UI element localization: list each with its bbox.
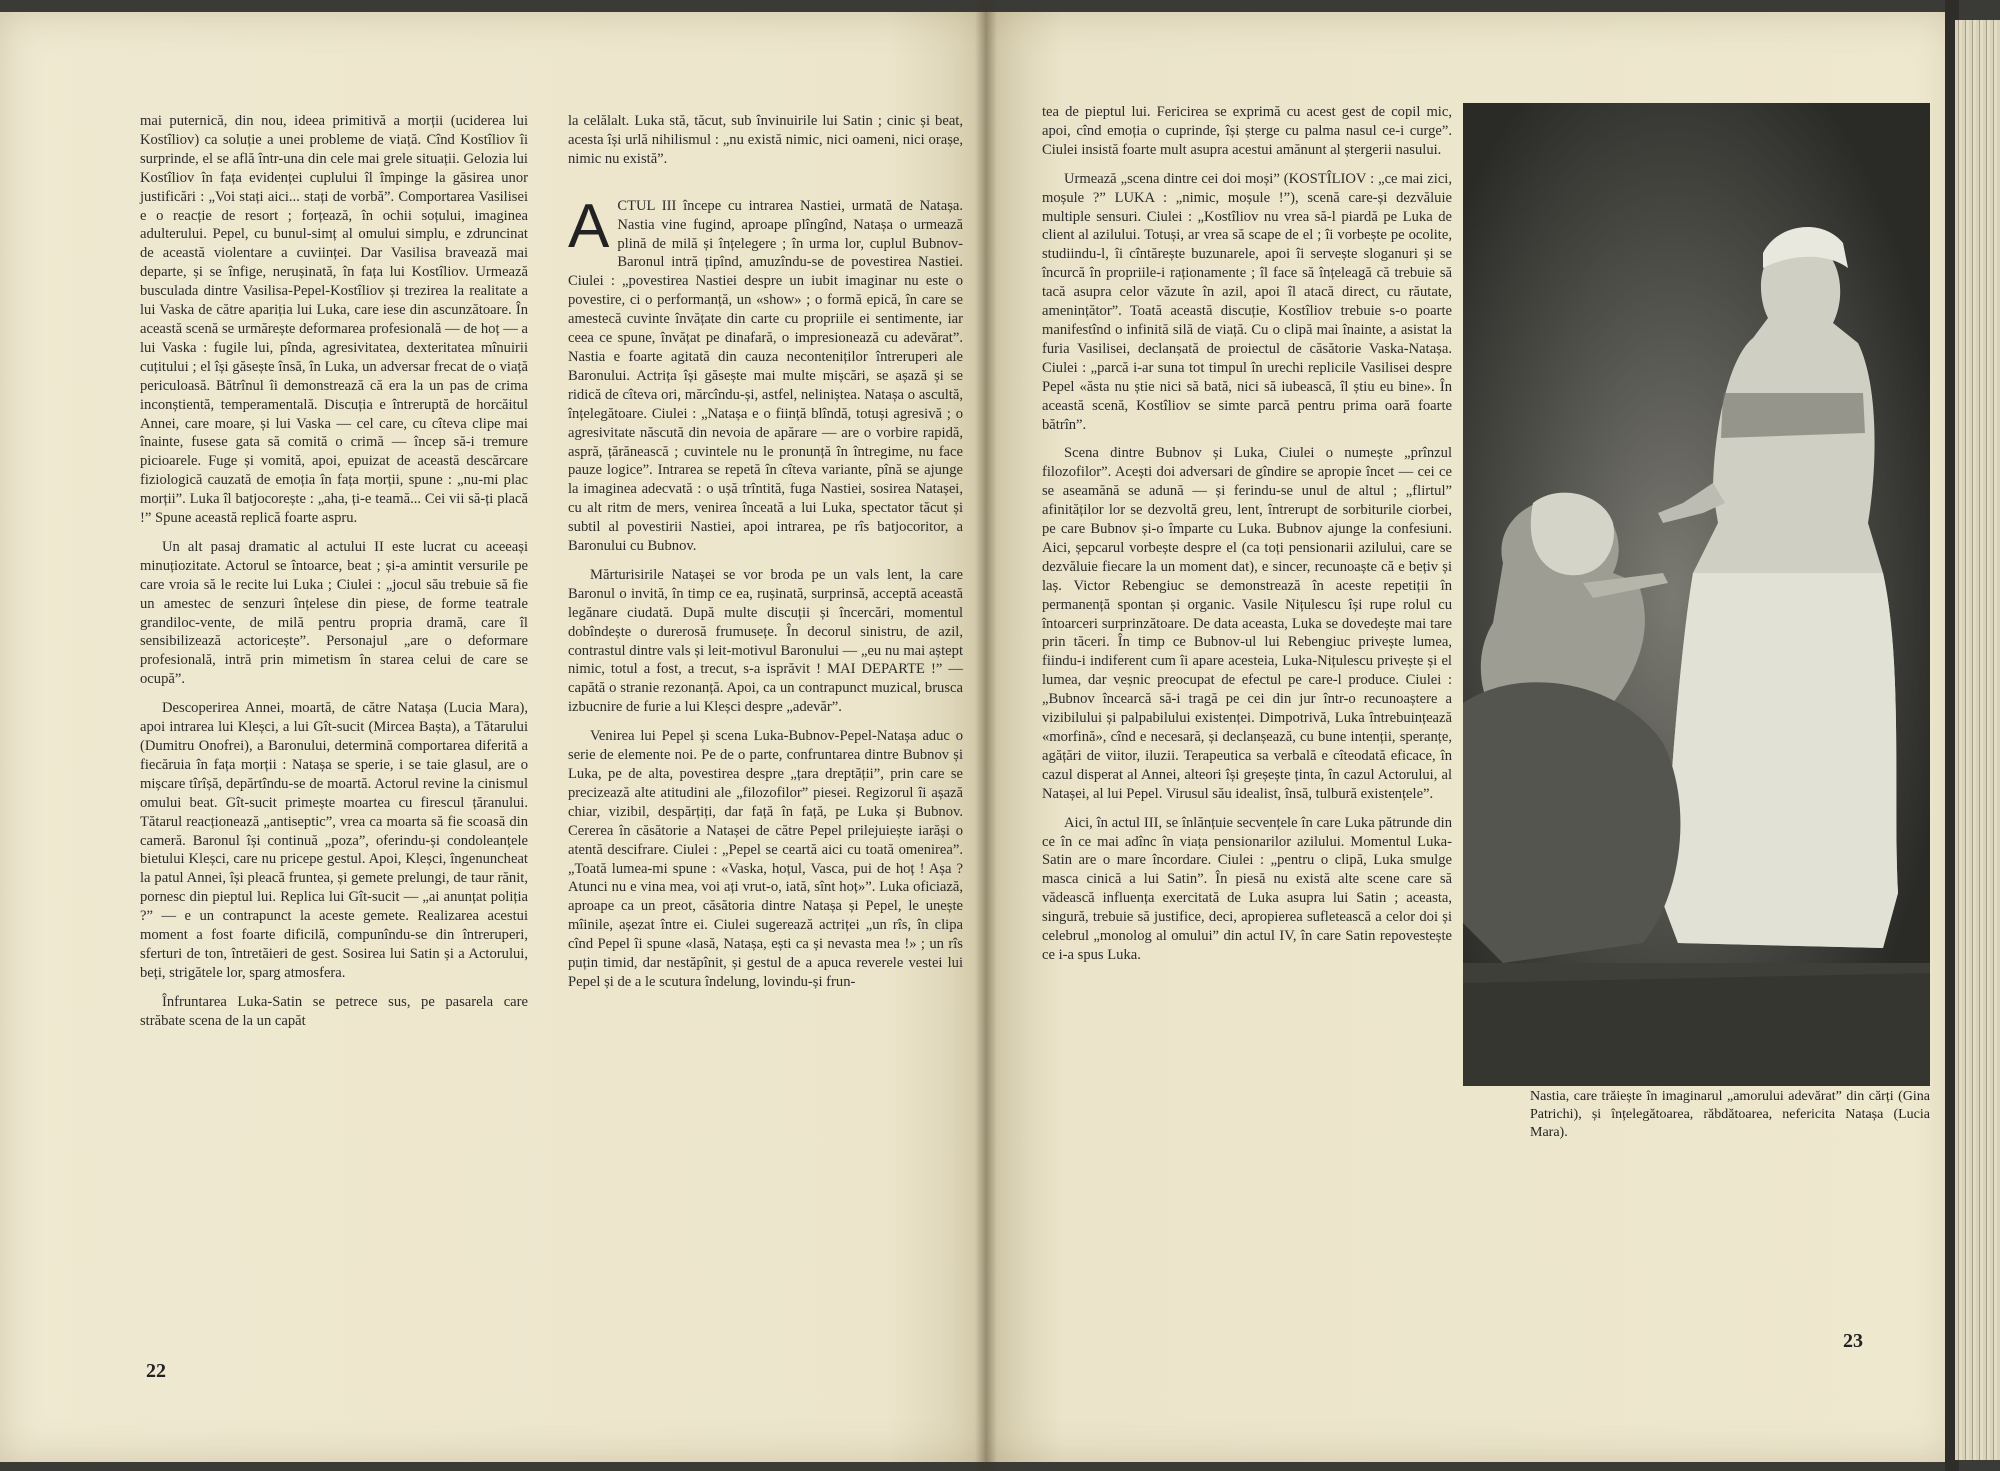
right-column	[1042, 103, 1452, 975]
paragraph: Înfruntarea Luka-Satin se petrece sus, pe pasarela care străbate scena de la un capăt	[140, 993, 528, 1029]
paragraph: Descoperirea Annei, moartă, de către Natașa (Lucia Mara), apoi intrarea lui Kleșci, a lui Gît-sucit (Mircea Bașta), a Tătarului (Dumitru Onofrei), a Baronului, determină comportarea diferită a fiecăruia în fața morții : Natașa se sperie, i se taie glasul, are o mișcare tîrîșă, depărtîndu-se de moartă. Actorul revine la cinismul omului beat. Gît-sucit primește moartea cu firescul țăranului. Tătarul reacționează „antiseptic”, vrea ca moarta să fie scoasă din cameră. Baronul își continuă „poza”, oferindu-și condoleanțele bietului Kleșci, care nu pricepe gestul. Apoi, Kleșci, îngenuncheat la patul Annei, își pleacă fruntea, și gemete prelungi, de taur rănit, pornesc din pieptul lui. Replica lui Gît-sucit — „ai anunțat poliția ?” — e un contrapunct la aceste gemete. Realizarea acestui moment a fost foarte dificilă, compunîndu-se din întreruperi, sferturi de ton, întretăieri de gest. Sosirea lui Satin și a Actorului, beți, strigătele lor, sparg atmosfera.	[140, 700, 528, 981]
paragraph: Urmează „scena dintre cei doi moși” (KOSTÎLIOV : „ce mai zici, moșule ?” LUKA : „nimic, moșule !”), scenă care-și dezvăluie multiple sensuri. Ciulei : „Kostîliov nu vrea să-l piardă pe Luka de client al azilului. Totuși, ar vrea să scape de el ; îi vorbește pe ocolite, studiindu-l, îi cîntărește buzunarele, apoi îi servește sloganuri și se încurcă în propriile-i raționamente ; îl face să înțeleagă că trebuie să tacă asupra celor văzute în azil, apoi îl atacă direct, cu răutate, amenințător”. Toată această discuție, Kostîliov trebuie s-o poarte manifestînd o infinită silă de viață. Cu o clipă mai înainte, a asistat la furia Vasilisei, declanșată de proiectul de căsătorie Vaska-Natașa. Ciulei : „parcă i-ar suna tot timpul în urechi replicile Vasilisei despre Pepel «ăsta nu știe nici să bată, nici să iubească, îl știu eu bine». În această scenă, Kostîliov se simte parcă pentru prima oară foarte bătrîn”.	[1042, 170, 1452, 433]
paragraph: Mărturisirile Natașei se vor broda pe un vals lent, la care Baronul o invită, în timp ce ea, rușinată, surprinsă, acceptă această legănare ciudată. După multe discuții și încercări, momentul dobîndește o durerosă frumusețe. În decorul sinistru, de azil, contrastul dintre vals și leit-motivul Baronului — „eu nu mai aștept nimic, totul a fost, a trecut, s-a isprăvit ! MAI DEPARTE !” — capătă o stranie rezonanță. Apoi, ca un contrapunct muzical, brusca izbucnire de furie a lui Kleșci despre „adevăr”.	[568, 566, 963, 716]
photo-illustration	[1463, 103, 1930, 1086]
paragraph: Scena dintre Bubnov și Luka, Ciulei o numește „prînzul filozofilor”. Acești doi adversari de gîndire se apropie încet — cei ce se aseamănă se adună — și ferindu-se unul de altul ; „flirtul” afinităților lor se dezvoltă greu, lent, întrerupt de sorbiturile ciorbei, pe care Bubnov și-o împarte cu Luka. Bubnov ajunge la confesiuni. Aici, șepcarul vorbește despre el (ca toți pensionarii azilului, care se dezvăluie fiecare la un moment dat), e sincer, recunoaște că e bețiv și laș. Victor Rebengiuc se demonstrează în aceste repetiții în permanență spontan și organic. Vasile Nițulescu își rupe rolul cu întoarceri surprinzătoare. De data aceasta, Luka se dovedește mai tare prin tăceri. În timp ce Bubnov-ul lui Rebengiuc privește lumea, fiindu-i indiferent cum îi apare acesteia, Luka-Nițulescu privește și el lumea, dar veșnic preocupat de efectul pe care-l produce. Ciulei : „Bubnov încearcă să-i tragă pe cei din jur într-o recunoaștere a vizibilului și palpabilului existenței. Dimpotrivă, Luka întrebuințează «morfină», cînd e necesară, și declanșează, cu bune intenții, speranțe, agățări de viitor, iluzii. Terapeutica sa verbală e cîteodată eficace, în cazul disperat al Annei, alteori își greșește ținta, în cazul Actorului, al Natașei, al lui Pepel. Virusul său idealist, însă, tulbură existențele”.	[1042, 445, 1452, 802]
drop-cap: A	[568, 191, 610, 261]
book-gutter	[975, 0, 997, 1471]
page-number-left: 22	[146, 1360, 166, 1382]
page-number-right: 23	[1843, 1330, 1863, 1352]
left-column-2	[568, 112, 963, 1002]
paragraph: Un alt pasaj dramatic al actului II este lucrat cu aceeași minuțiozitate. Actorul se întoarce, beat ; și-a amintit versurile pe care vroia să le recite lui Luka ; Ciulei : „jocul său trebuie să fie un amestec de senzuri înțelese din piese, de forme teatrale grandiloc-vente, de milă pentru propria dramă, care îl sensibilizează actoricește”. Personajul „are o deformare profesională, intră prin mimetism în starea celui de care se ocupă”.	[140, 538, 528, 688]
paragraph: mai puternică, din nou, ideea primitivă a morții (uciderea lui Kostîliov) ca soluție a unei probleme de viață. Cînd Kostîliov îi surprinde, el se află într-una din cele mai grele situații. Gelozia lui Kostîliov în fața evidenței cuplului îl împinge la găsirea unor justificări : „Voi stați aici... stați de vorbă”. Comportarea Vasilisei e o reacție de resort ; forțează, în ochii soțului, imaginea adulterului. Pepel, cu bunul-simț al omului simplu, e zdruncinat de această violentare a cuviinței. Dar Vasilisa bravează mai departe, și se înfige, nerușinată, în fața lui Kostîliov. Urmează busculada dintre Vasilisa-Pepel-Kostîliov și trezirea la realitate a lui Vaska de către apariția lui Luka, care iese din ascunzătoare. În această scenă se urmărește deformarea profesională — de hoț — a lui Vaska : fugile lui, pînda, agresivitatea, dexteritatea mînuirii cuțitului ; el își găsește însă, în Luka, un adversar frecat de o viață periculoasă. Bătrînul îi demonstrează că era la un pas de crima inconștientă, temperamentală. Discuția e întreruptă de horcăitul Annei, care moare, și lui Vaska — cel care, cu cîteva clipe mai înainte, fusese gata să comită o crimă — încep să-i tremure picioarele. Fuge și vomită, apoi, epuizat de această descărcare fiziologică cauzată de emoția în fața morții, spune : „nu-mi plac morții”. Luka îl batjocorește : „aha, ți-e teamă... Cei vii să-ți placă !” Spune această replică foarte aspru.	[140, 113, 528, 527]
photo-caption: Nastia, care trăiește în imaginarul „amorului adevărat” din cărți (Gina Patrichi), și înțelegătoarea, răbdătoarea, nefericita Natașa (Lucia Mara).	[1530, 1089, 1930, 1140]
paragraph: tea de pieptul lui. Fericirea se exprimă cu acest gest de copil mic, apoi, cînd emoția o cuprinde, își șterge cu palma nasul ce-i curge”. Ciulei insistă foarte mult asupra acestui amănunt al ștergerii nasului.	[1042, 104, 1452, 158]
paragraph: Aici, în actul III, se înlănțuie secvențele în care Luka pătrunde din ce în ce mai adînc în viața pensionarilor azilului. Momentul Luka-Satin are o mare încordare. Ciulei : „pentru o clipă, Luka smulge masca cinică a lui Satin”. În piesă nu există alte scene care să vădească influența exercitată de Luka asupra lui Satin ; aceasta, singură, trebuie să justifice, deci, apropierea sufletească a celor doi și celebrul „monolog al omului” din actul IV, în care Satin repovestește ce i-a spus Luka.	[1042, 814, 1452, 963]
paragraph-text: CTUL III începe cu intrarea Nastiei, urmată de Natașa. Nastia vine fugind, aproape plîngînd, Natașa o urmează plină de milă și înțelegere ; în urma lor, cuplul Bubnov-Baronul intră țipînd, amuzîndu-se de povestirea Nastiei. Ciulei : „povestirea Nastiei despre un iubit imaginar nu este o povestire, ci o performanță, un «show» ; o formă epică, în care se amestecă cuvinte învățate din carte cu propriile ei sentimente, iar ceea ce spune, învățat pe dinafară, o impresionează cu adevărat”. Nastia e foarte agitată din cauza neconteniților întreruperi ale Baronului. Actrița își găsește mai multe mișcări, se așază și se ridică de cîteva ori, mărcîndu-și, astfel, neliniștea. Natașa o ascultă, înțelegătoare. Ciulei : „Natașa e o ființă blîndă, totuși agresivă ; o agresivitate născută din nevoia de apărare — are o vorbire rapidă, aspră, țărănească ; cuvintele nu le pronunță în întregime, nu face pauze logice”. Intrarea se repetă în cîteva variante, pînă se ajunge la imaginea adecvată : o ușă trîntită, fuga Nastiei, sosirea Natașei, cu alt ritm de mers, venirea înceată a lui Luka, spectator tăcut și subtil al povestirii Nastiei, apoi intrarea, pe rîs batjocoritor, a Baronului cu Bubnov.	[568, 197, 963, 555]
paragraph: Venirea lui Pepel și scena Luka-Bubnov-Pepel-Natașa aduc o serie de elemente noi. Pe de o parte, confruntarea dintre Bubnov și Luka, pe de alta, povestirea despre „țara dreptății”, prin care se precizează alte atitudini ale „filozofilor” piesei. Regizorul îi așază chiar, vizibil, despărțiți, dar față în față, pe Luka și Bubnov. Cererea în căsătorie a Natașei de către Pepel prilejuiește iarăși o atentă descifrare. Ciulei : „Pepel se ceartă aici cu toată omenirea”. „Toată lumea-mi spune : «Vaska, hoțul, Vasca, pui de hoț ! Așa ? Atunci nu e vina mea, voi ați vrut-o, iată, sînt hoț»”. Luka oficiază, aproape ca un preot, căsătoria dintre Natașa și Pepel, le unește mîinile, așezat între ei. Ciulei sugerează actriței „un rîs, în clipa cînd Pepel îi spune «lasă, Natașa, ești ca și nevasta mea !» ; un rîs puțin timid, dar nestăpînit, și gestul de a apuca reverele vestei lui Pepel și de a le scutura îndelung, lovindu-și frun-	[568, 728, 963, 990]
left-column-1	[140, 112, 528, 1041]
paragraph: la celălalt. Luka stă, tăcut, sub învinuirile lui Satin ; cinic și beat, acesta își urlă nihilismul : „nu există nimic, nici oameni, nici orașe, nimic nu există”.	[568, 113, 963, 167]
stage-photo	[1463, 103, 1930, 1086]
page-edges	[1955, 20, 2000, 1460]
act-three-paragraph	[568, 191, 963, 556]
